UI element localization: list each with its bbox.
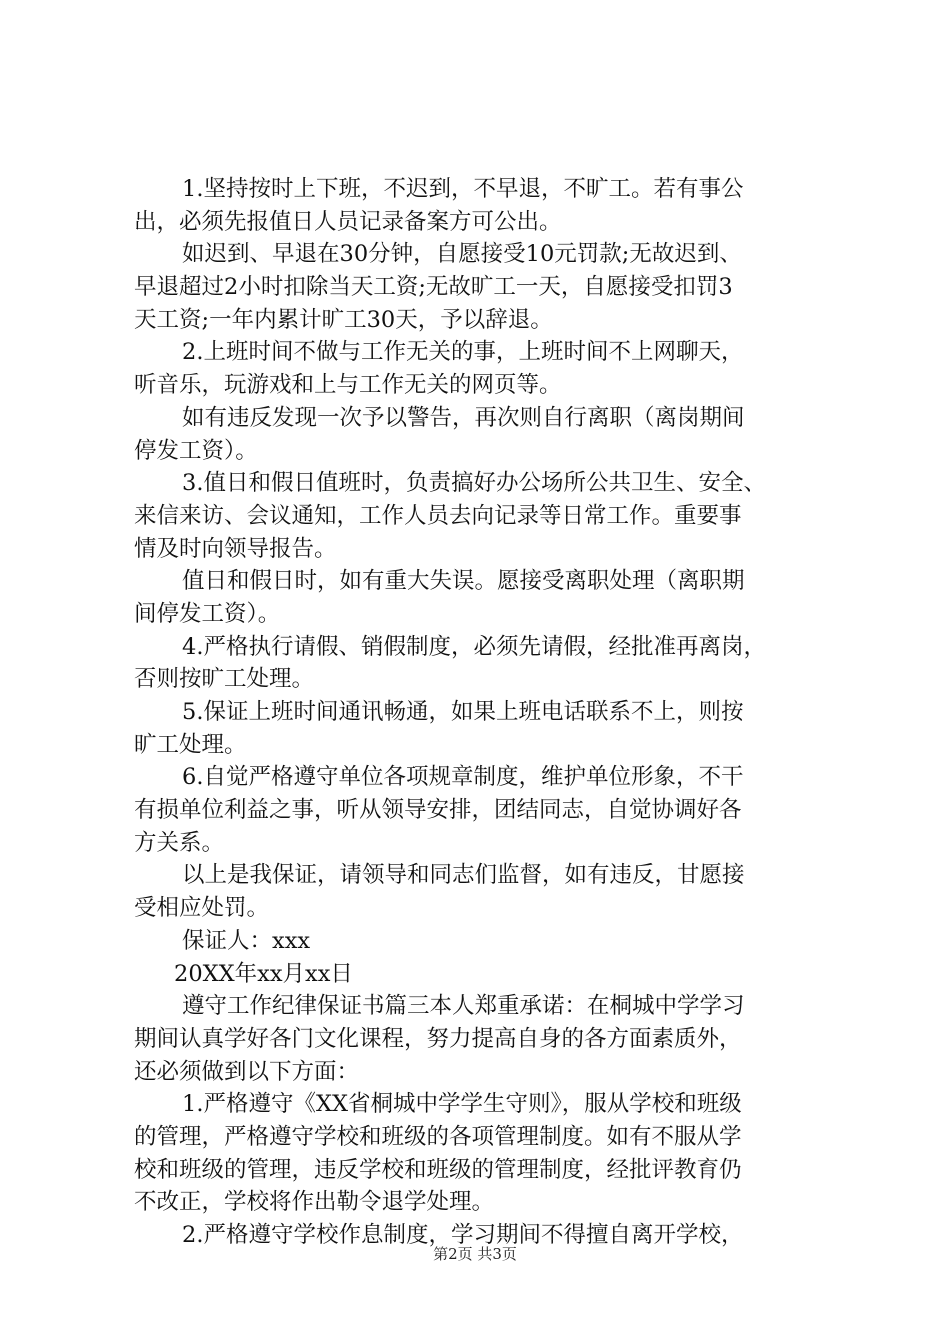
text-line: 受相应处罚。 — [134, 895, 270, 922]
text-line: 来信来访、会议通知，工作人员去向记录等日常工作。重要事 — [134, 502, 742, 529]
text-line: 1.坚持按时上下班，不迟到，不早退，不旷工。若有事公 — [182, 176, 744, 202]
text-line: 保证人：xxx — [182, 927, 311, 954]
text-line: 情及时向领导报告。 — [134, 535, 337, 562]
text-line: 的管理，严格遵守学校和班级的各项管理制度。如有不服从学 — [134, 1123, 742, 1150]
text-line: 6.自觉严格遵守单位各项规章制度，维护单位形象，不干 — [182, 764, 744, 791]
text-line: 5.保证上班时间通讯畅通，如果上班电话联系不上，则按 — [182, 699, 744, 725]
text-line: 出，必须先报值日人员记录备案方可公出。 — [134, 208, 562, 235]
text-line: 校和班级的管理，违反学校和班级的管理制度，经批评教育仍 — [134, 1156, 742, 1183]
text-line: 2.严格遵守学校作息制度，学习期间不得擅自离开学校， — [182, 1222, 744, 1248]
text-line: 停发工资）。 — [134, 437, 258, 464]
text-line: 如有违反发现一次予以警告，再次则自行离职（离岗期间 — [182, 404, 745, 431]
text-line: 20XX年xx月xx日 — [174, 960, 353, 987]
text-line: 期间认真学好各门文化课程，努力提高自身的各方面素质外， — [134, 1025, 742, 1052]
text-line: 还必须做到以下方面： — [134, 1058, 360, 1085]
text-line: 早退超过2小时扣除当天工资;无故旷工一天，自愿接受扣罚3 — [134, 274, 733, 301]
page-footer: 第2页 共3页 — [433, 1245, 517, 1263]
text-line: 不改正，学校将作出勒令退学处理。 — [134, 1189, 495, 1216]
text-line: 间停发工资）。 — [134, 600, 281, 627]
text-line: 3.值日和假日值班时，负责搞好办公场所公共卫生、安全、 — [182, 470, 766, 497]
text-line: 旷工处理。 — [134, 731, 247, 758]
text-line: 否则按旷工处理。 — [134, 666, 315, 693]
text-line: 遵守工作纪律保证书篇三本人郑重承诺：在桐城中学学习 — [182, 993, 745, 1020]
document-body — [134, 173, 830, 1252]
text-line: 2.上班时间不做与工作无关的事，上班时间不上网聊天， — [182, 339, 744, 366]
text-line: 方关系。 — [134, 829, 225, 856]
text-line: 如迟到、早退在30分钟，自愿接受10元罚款;无故迟到、 — [182, 241, 742, 268]
text-line: 听音乐，玩游戏和上与工作无关的网页等。 — [134, 372, 562, 399]
text-line: 以上是我保证，请领导和同志们监督，如有违反，甘愿接 — [182, 862, 745, 889]
text-line: 有损单位利益之事，听从领导安排，团结同志，自觉协调好各 — [134, 797, 742, 824]
text-line: 天工资;一年内累计旷工30天，予以辞退。 — [134, 306, 553, 333]
text-line: 1.严格遵守《XX省桐城中学学生守则》，服从学校和班级 — [182, 1091, 742, 1118]
text-line: 4.严格执行请假、销假制度，必须先请假，经批准再离岗， — [182, 633, 766, 660]
text-line: 值日和假日时，如有重大失误。愿接受离职处理（离职期 — [182, 568, 745, 595]
